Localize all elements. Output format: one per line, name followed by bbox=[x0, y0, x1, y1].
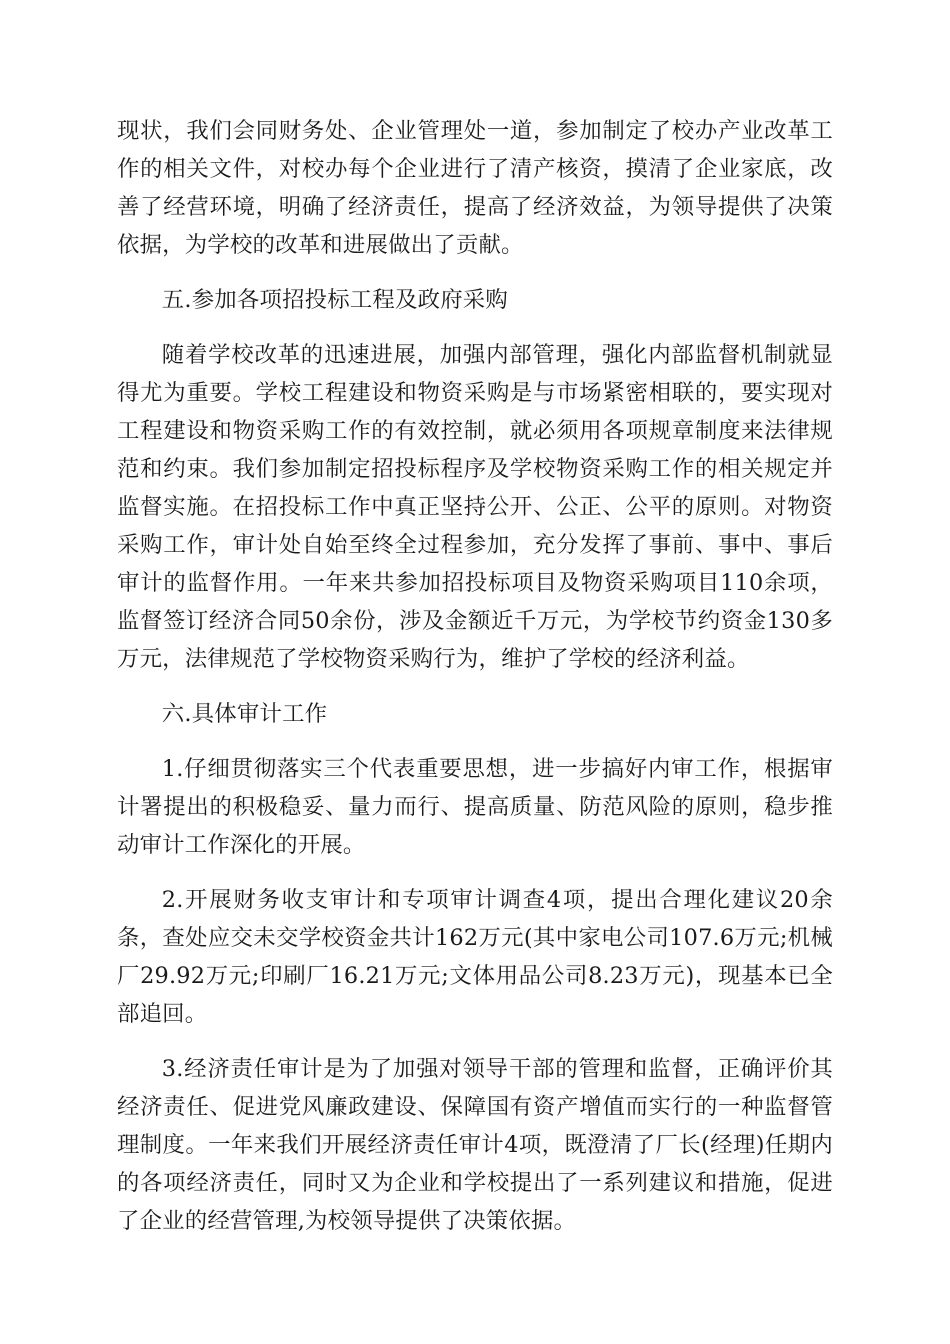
paragraph-item-1: 1.仔细贯彻落实三个代表重要思想，进一步搞好内审工作，根据审计署提出的积极稳妥、量力而行、提高质量、防范风险的原则，稳步推动审计工作深化的开展。 bbox=[117, 756, 833, 858]
document-page bbox=[117, 112, 833, 1257]
paragraph-status: 现状，我们会同财务处、企业管理处一道，参加制定了校办产业改革工作的相关文件，对校办每个企业进行了清产核资，摸清了企业家底，改善了经营环境，明确了经济责任，提高了经济效益，为领导提供了决策依据，为学校的改革和进展做出了贡献。 bbox=[117, 118, 833, 258]
paragraph-bidding: 随着学校改革的迅速进展，加强内部管理，强化内部监督机制就显得尤为重要。学校工程建设和物资采购是与市场紧密相联的，要实现对工程建设和物资采购工作的有效控制，就必须用各项规章制度来法律规范和约束。我们参加制定招投标程序及学校物资采购工作的相关规定并监督实施。在招投标工作中真正坚持公开、公正、公平的原则。对物资采购工作，审计处自始至终全过程参加，充分发挥了事前、事中、事后审计的监督作用。一年来共参加招投标项目及物资采购项目110余项，监督签订经济合同50余份，涉及金额近千万元，为学校节约资金130多万元，法律规范了学校物资采购行为，维护了学校的经济利益。 bbox=[117, 342, 833, 672]
section-heading-5: 五.参加各项招投标工程及政府采购 bbox=[161, 287, 508, 313]
paragraph-item-2: 2.开展财务收支审计和专项审计调查4项，提出合理化建议20余条，查处应交未交学校资金共计162万元(其中家电公司107.6万元;机械厂29.92万元;印刷厂16.21万元;文体用品公司8.23万元)，现基本已全部追回。 bbox=[117, 887, 833, 1027]
paragraph-item-3: 3.经济责任审计是为了加强对领导干部的管理和监督，正确评价其经济责任、促进党风廉政建设、保障国有资产增值而实行的一种监督管理制度。一年来我们开展经济责任审计4项，既澄清了厂长(经理)任期内的各项经济责任，同时又为企业和学校提出了一系列建议和措施，促进了企业的经营管理,为校领导提供了决策依据。 bbox=[117, 1056, 833, 1234]
section-heading-6: 六.具体审计工作 bbox=[161, 701, 328, 727]
